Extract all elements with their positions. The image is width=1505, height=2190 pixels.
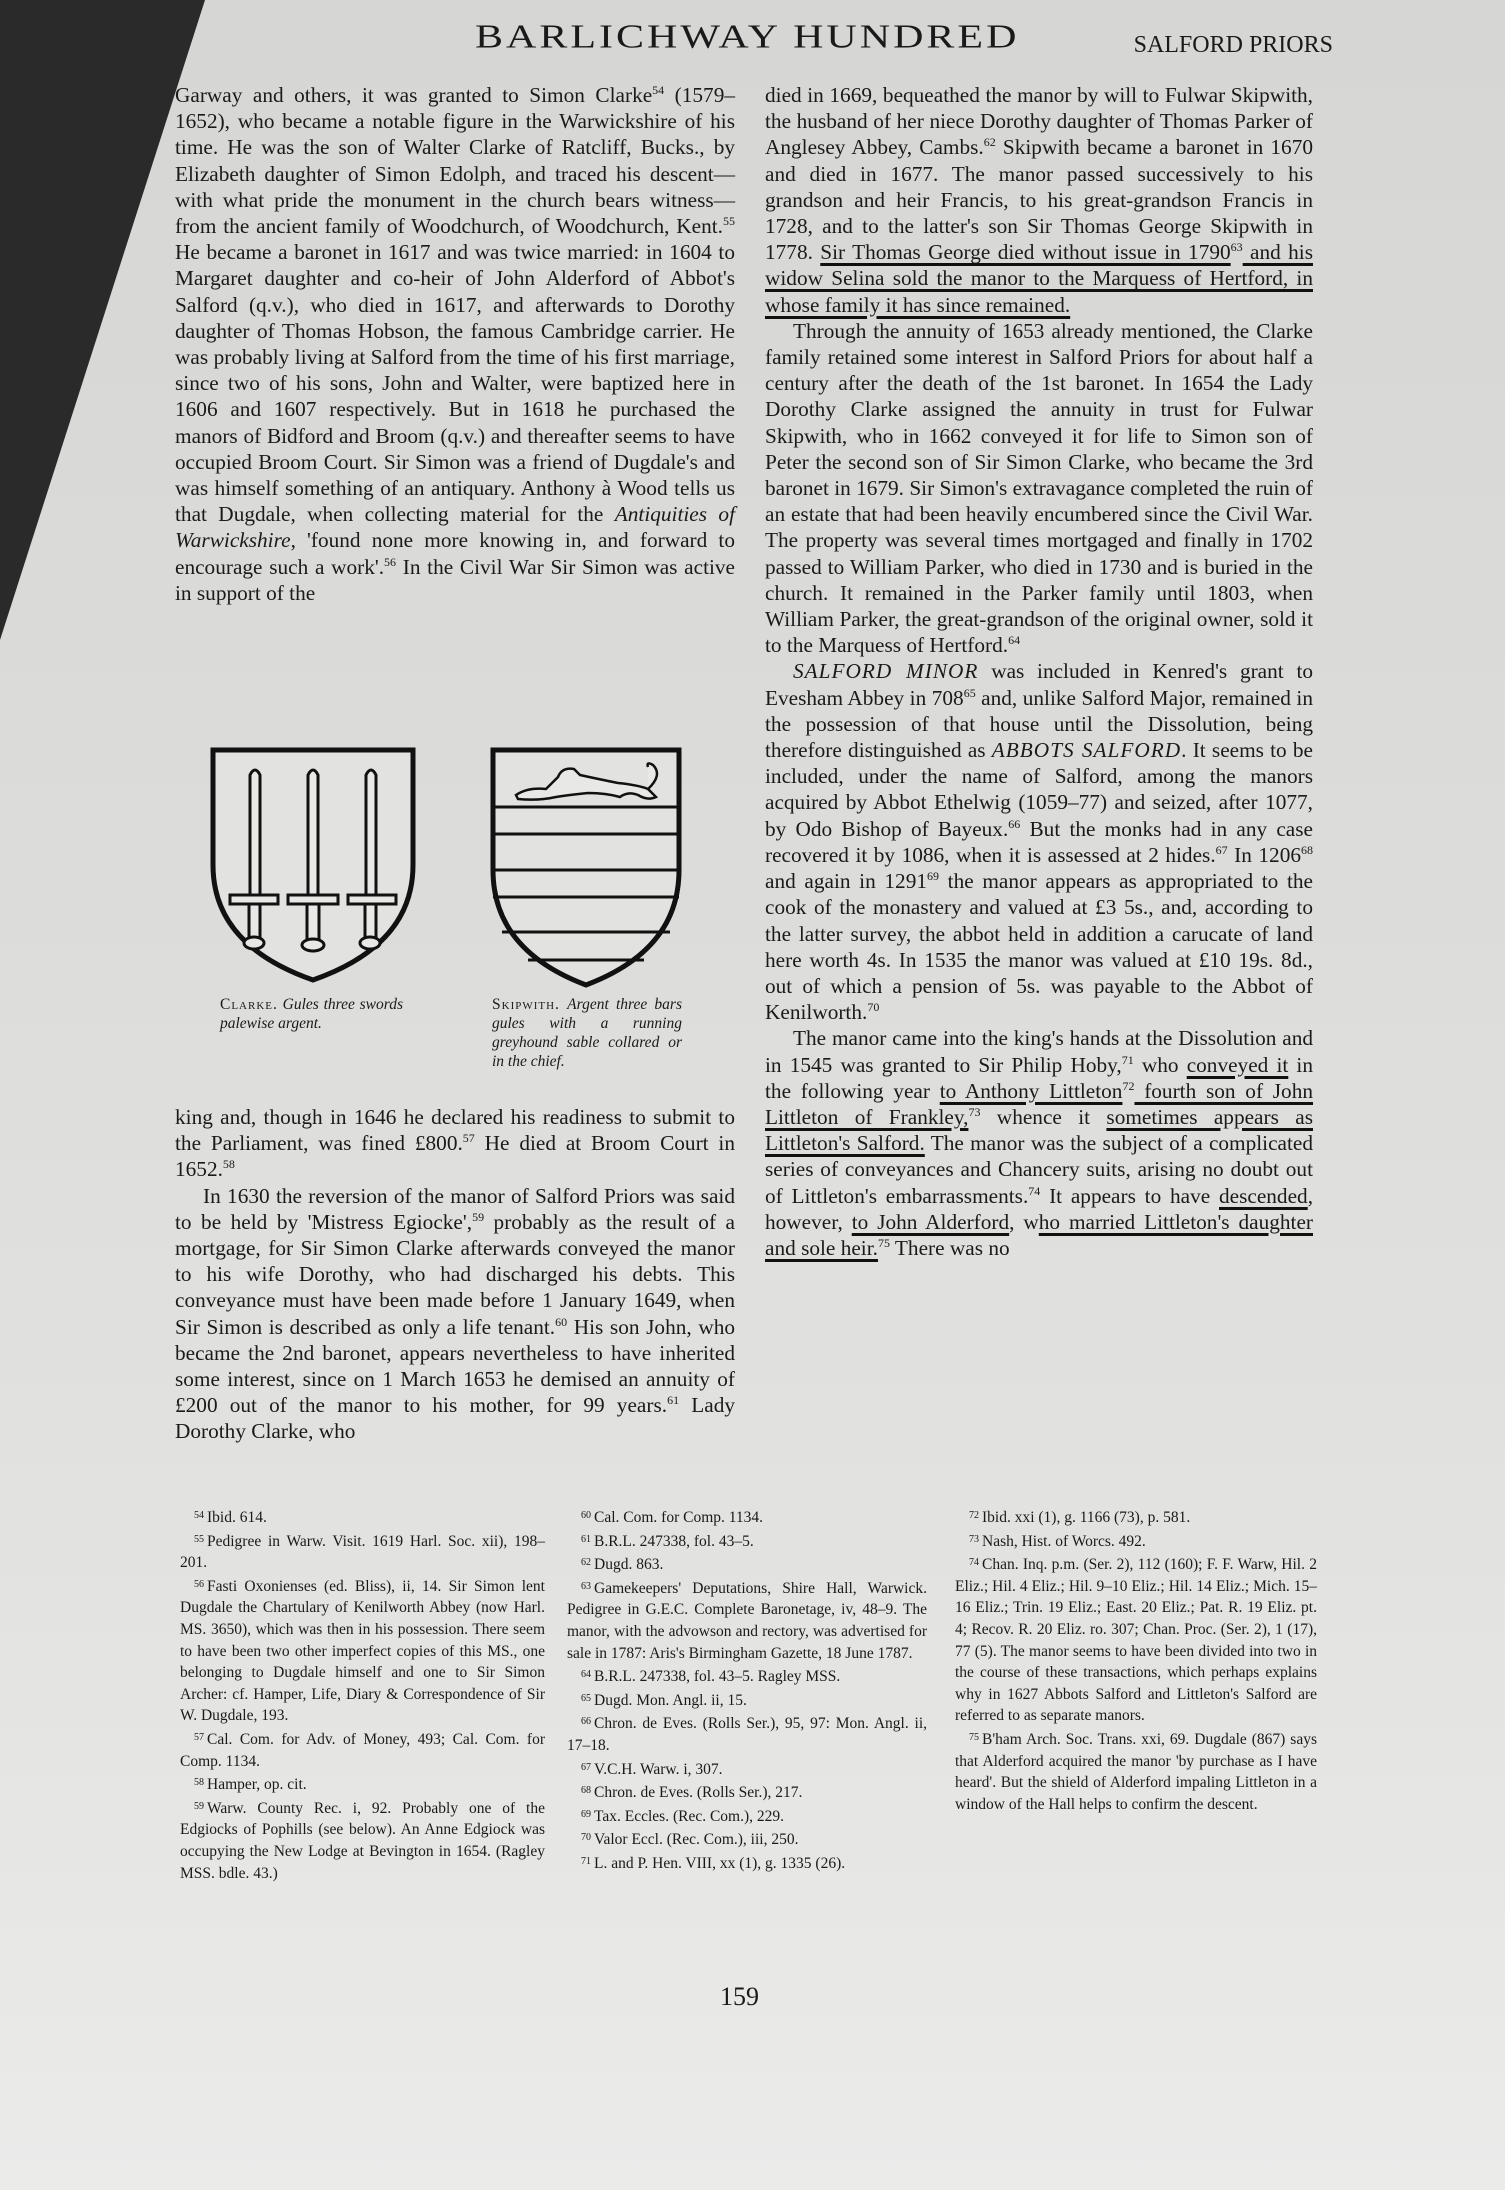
- coats-of-arms: [200, 745, 700, 1085]
- paragraph: king and, though in 1646 he declared his readiness to submit to the Parliament, was fined £800.57 He died at Broom Court in 1652.58: [175, 1105, 735, 1182]
- running-head-section: SALFORD PRIORS: [1133, 32, 1333, 58]
- paragraph: died in 1669, bequeathed the manor by will to Fulwar Skipwith, the husband of her niece Dorothy daughter of Thomas Parker of Anglesey Abbey, Cambs.$^{62}$ Skipwith became a baronet in 1670 and died in 1677. The manor passed successively to his grandson and heir Francis, to his great-grandson Francis in 1728, and to the latter's son Sir Thomas George Skipwith in 1778. Sir Thomas George died without issue in 1790$^{63}$ and his widow Selina sold the manor to the Marquess of Hertford, in whose family it has since remained.: [765, 83, 1313, 317]
- underlined-text: and his widow Selina sold the manor to the Marquess of Hertford, in whose family it has since remained.: [765, 240, 1313, 317]
- footnote: [955, 1552, 1317, 1727]
- footnote-text: Hamper, op. cit.: [207, 1776, 307, 1794]
- footnote-text: Ibid. xxi (1), g. 1166 (73), p. 581.: [982, 1509, 1191, 1526]
- footnote-number: 63: [581, 1580, 591, 1592]
- footnote-number: 60: [581, 1510, 591, 1521]
- manor-heading: ABBOTS SALFORD: [991, 738, 1182, 763]
- footnote-ref[interactable]: 56: [384, 554, 397, 569]
- footnote-ref[interactable]: 58: [222, 1157, 235, 1172]
- footnote-text: Warw. County Rec. i, 92. Probably one of the Edgiocks of Pophills (see below). An Anne Edgiock was occupying the New Lodge at Bevington in 1654. (Ragley MSS. bdle. 43.): [180, 1799, 545, 1882]
- footnote-ref[interactable]: 60: [555, 1314, 568, 1329]
- footnote-number: 56: [194, 1578, 204, 1590]
- underlined-text: fourth son of John Littleton of Frankley,: [765, 1078, 1314, 1129]
- footnote: [180, 1574, 545, 1727]
- footnote-ref[interactable]: 70: [867, 1000, 880, 1015]
- footnote: [180, 1772, 545, 1796]
- clarke-shield-icon: [208, 745, 418, 985]
- paragraph: Through the annuity of 1653 already mentioned, the Clarke family retained some interest in Salford Priors for about half a century after the death of the 1st baronet. In 1654 the Lady Dorothy Clarke assigned the annuity in trust for Fulwar Skipwith, who in 1662 conveyed it for life to Simon son of Peter the second son of Sir Simon Clarke, who became the 3rd baronet in 1679. Sir Simon's extravagance completed the ruin of an estate that had been heavily encumbered since the Civil War. The property was several times mortgaged and finally in 1702 passed to William Parker, who died in 1730 and is buried in the church. It remained in the Parker family until 1803, when William Parker, the great-grandson of the original owner, sold it to the Marquess of Hertford.$^{64}$: [765, 318, 1313, 658]
- footnote-number: 59: [194, 1800, 204, 1812]
- footnote-ref[interactable]: 59: [472, 1209, 485, 1224]
- underlined-text: conveyed it: [1186, 1052, 1289, 1077]
- footnote-ref[interactable]: 69: [927, 869, 939, 884]
- footnote: [567, 1664, 927, 1688]
- skipwith-caption: Skipwith. Argent three bars gules with a running greyhound sable collared or in the chief.: [492, 996, 682, 1070]
- paragraph: In 1630 the reversion of the manor of Salford Priors was said to be held by 'Mistress Egiocke',$^{59}$ probably as the result of a mortgage, for Sir Simon Clarke afterwards conveyed the manor to his wife Dorothy, who had discharged his debts. This conveyance must have been made before 1 January 1649, when Sir Simon is described as only a life tenant.$^{60}$ His son John, who became the 2nd baronet, appears nevertheless to have inherited some interest, since on 1 March 1653 he demised an annuity of £200 out of the manor to his mother, for 99 years.$^{61}$ Lady Dorothy Clarke, who: [175, 1183, 736, 1444]
- left-column-top: [175, 82, 735, 606]
- footnote-text: B'ham Arch. Soc. Trans. xxi, 69. Dugdale (867) says that Alderford acquired the manor 'by purchase as I have heard'. But the shield of Alderford impaling Littleton in a window of the Hall helps to confirm the descent.: [955, 1730, 1317, 1813]
- footnote-ref[interactable]: 71: [1121, 1052, 1134, 1067]
- skipwith-shield-icon: [488, 745, 684, 990]
- footnote-number: 55: [194, 1533, 204, 1545]
- page-number: 159: [720, 1982, 759, 2011]
- footnote: [180, 1529, 545, 1574]
- footnote-text: Pedigree in Warw. Visit. 1619 Harl. Soc. xii), 198–201.: [180, 1532, 545, 1572]
- footnote-text: Dugd. Mon. Angl. ii, 15.: [594, 1691, 747, 1709]
- underlined-text: descended: [1218, 1183, 1308, 1208]
- footnote-ref[interactable]: 65: [963, 685, 976, 700]
- book-title: Antiquities of Warwickshire: [175, 502, 735, 553]
- underlined-text: sometimes appears as Littleton's Salford.: [765, 1104, 1313, 1156]
- footnotes-column-1: [180, 1505, 545, 1884]
- footnote-text: Nash, Hist. of Worcs. 492.: [982, 1532, 1146, 1550]
- footnote-number: 67: [581, 1761, 591, 1773]
- footnote-ref[interactable]: 68: [1301, 842, 1313, 857]
- footnote-number: 57: [194, 1731, 204, 1743]
- paragraph: SALFORD MINOR was included in Kenred's grant to Evesham Abbey in $708^{65}$ and, unlike Salford Major, remained in the possession of that house until the Dissolution, being therefore distinguished as ABBOTS SALFORD. It seems to be included, under the name of Salford, among the manors acquired by Abbot Ethelwig (1059–77) and seized, after 1077, by Odo Bishop of Bayeux.$^{66}$ But the monks had in any case recovered it by 1086, when it is assessed at 2 hides.$^{67}$ In 1206$^{68}$ and again in 1291$^{69}$ the manor appears as appropriated to the cook of the monastery and valued at £3 5s., and, according to the latter survey, the abbot held in addition a carucate of land here worth 4s. In 1535 the manor was valued at £10 19s. 8d., out of which a pension of 5s. was payable to the Abbot of Kenilworth.$^{70}$: [765, 659, 1314, 1025]
- footnote-number: 58: [194, 1777, 204, 1789]
- footnote: [180, 1727, 545, 1772]
- footnote-text: Dugd. 863.: [594, 1556, 664, 1574]
- footnote: [955, 1505, 1317, 1529]
- footnote-ref[interactable]: 67: [1215, 842, 1228, 857]
- footnote-number: 71: [581, 1855, 591, 1867]
- footnote-number: 74: [969, 1557, 979, 1569]
- footnote-text: Chron. de Eves. (Rolls Ser.), 95, 97: Mon. Angl. ii, 17–18.: [567, 1715, 927, 1754]
- footnote-text: V.C.H. Warw. i, 307.: [594, 1760, 723, 1778]
- underlined-text: ho married Littleton's daughter and sole heir.: [765, 1209, 1313, 1260]
- running-head: [475, 18, 1333, 68]
- footnote-number: 65: [581, 1692, 591, 1704]
- footnote: [567, 1804, 927, 1828]
- footnote-text: Chron. de Eves. (Rolls Ser.), 217.: [594, 1784, 803, 1802]
- footnote-text: B.R.L. 247338, fol. 43–5.: [594, 1532, 754, 1550]
- footnote: [567, 1827, 927, 1851]
- footnote: [567, 1552, 927, 1576]
- footnote: [567, 1757, 927, 1781]
- footnote-text: Valor Eccl. (Rec. Com.), iii, 250.: [594, 1831, 799, 1849]
- footnote-ref[interactable]: 55: [723, 214, 735, 229]
- footnote: [955, 1529, 1317, 1553]
- footnote-number: 64: [581, 1669, 591, 1681]
- footnote-ref[interactable]: 66: [1008, 816, 1021, 831]
- underlined-text: Sir Thomas George died without issue in 1790: [820, 240, 1231, 265]
- underlined-text: to Anthony Littleton: [939, 1078, 1123, 1103]
- footnote: [567, 1851, 927, 1875]
- footnote-ref[interactable]: 63: [1230, 240, 1243, 255]
- footnote-ref[interactable]: 74: [1028, 1183, 1041, 1198]
- footnote-number: 75: [969, 1731, 979, 1743]
- running-head-title: BARLICHWAY HUNDRED: [475, 18, 1020, 56]
- clarke-caption: Clarke. Gules three swords palewise argent.: [220, 996, 404, 1032]
- footnote-ref[interactable]: 62: [983, 135, 996, 150]
- footnote-number: 73: [969, 1533, 979, 1545]
- footnote: [955, 1727, 1317, 1815]
- footnote-number: 69: [581, 1808, 591, 1820]
- footnote-text: Chan. Inq. p.m. (Ser. 2), 112 (160); F. F. Warw, Hil. 2 Eliz.; Hil. 4 Eliz.; Hil. 9–10 Eliz.; Hil. 14 Eliz.; Mich. 15–16 Eliz.; Trin. 19 Eliz.; East. 20 Eliz.; Pat. R. 19 Eliz. pt. 4; Recov. R. 20 Eliz. ro. 307; Chan. Proc. (Ser. 2), 1 (17), 77 (5). The manor seems to have been divided into two in the course of these transactions, which perhaps explains why in 1627 Abbots Salford and Littleton's Salford are referred to as separate manors.: [955, 1556, 1317, 1725]
- footnote-text: Gamekeepers' Deputations, Shire Hall, Warwick. Pedigree in G.E.C. Complete Baronetage, iv, 48–9. The manor, with the advowson and rectory, was advertised for sale in 1787: Aris's Birmingham Gazette, 18 June 1787.: [567, 1579, 927, 1662]
- footnote: [567, 1688, 927, 1712]
- footnote-ref[interactable]: 61: [667, 1393, 680, 1408]
- footnote-ref[interactable]: 73: [968, 1104, 981, 1119]
- footnote-text: Cal. Com. for Adv. of Money, 493; Cal. Com. for Comp. 1134.: [180, 1730, 545, 1770]
- footnotes-column-3: [955, 1505, 1317, 1815]
- right-column: [765, 82, 1313, 1261]
- footnote-text: L. and P. Hen. VIII, xx (1), g. 1335 (26).: [594, 1854, 846, 1872]
- footnote: [180, 1796, 545, 1884]
- manor-heading: SALFORD MINOR: [793, 659, 979, 684]
- footnote-ref[interactable]: 57: [462, 1131, 475, 1146]
- footnote-text: Tax. Eccles. (Rec. Com.), 229.: [594, 1807, 785, 1825]
- footnote-ref[interactable]: 64: [1008, 633, 1021, 648]
- footnotes-column-2: [567, 1505, 927, 1875]
- footnote-number: 70: [581, 1832, 591, 1844]
- footnote-number: 72: [969, 1510, 979, 1521]
- footnote-text: Fasti Oxonienses (ed. Bliss), ii, 14. Sir Simon lent Dugdale the Chartulary of Kenilworth Abbey (now Harl. MS. 3650), which was then in his possession. There seem to have been two other imperfect copies of this MS., one belonging to Dugdale himself and one to Sir Simon Archer: cf. Hamper, Life, Diary & Correspondence of Sir W. Dugdale, 193.: [180, 1577, 545, 1725]
- underlined-text: to John Alderford: [851, 1209, 1010, 1234]
- footnote: [567, 1780, 927, 1804]
- footnote: [180, 1505, 545, 1529]
- footnote-text: Cal. Com. for Comp. 1134.: [594, 1509, 764, 1526]
- footnote-text: Ibid. 614.: [207, 1509, 267, 1526]
- footnote-ref[interactable]: 72: [1122, 1078, 1135, 1093]
- footnote-ref[interactable]: 54: [652, 83, 665, 97]
- footnote-number: 61: [581, 1533, 591, 1545]
- paragraph: Garway and others, it was granted to Simon Clarke$^{54}$ (1579–1652), who became a notable figure in the Warwickshire of his time. He was the son of Walter Clarke of Ratcliff, Bucks., by Elizabeth daughter of Simon Edolph, and traced his descent—with what pride the monument in the church bears witness—from the ancient family of Woodchurch, of Woodchurch, Kent.$^{55}$ He became a baronet in 1617 and was twice married: in 1604 to Margaret daughter and co-heir of John Alderford of Abbot's Salford (q.v.), who died in 1617, and afterwards to Dorothy daughter of Thomas Hobson, the famous Cambridge carrier. He was probably living at Salford from the time of his first marriage, since two of his sons, John and Walter, were baptized here in 1606 and 1607 respectively. But in 1618 he purchased the manors of Bidford and Broom (q.v.) and thereafter seems to have occupied Broom Court. Sir Simon was a friend of Dugdale's and was himself something of an antiquary. Anthony à Wood tells us that Dugdale, when collecting material for the Antiquities of Warwickshire, 'found none more knowing in, and forward to encourage such a work'.$^{56}$ In the Civil War Sir Simon was active in support of the: [175, 83, 736, 605]
- footnote-number: 62: [581, 1557, 591, 1569]
- left-column-bottom: [175, 1104, 735, 1445]
- footnote: [567, 1711, 927, 1756]
- footnote: [567, 1529, 927, 1553]
- footnote: [567, 1576, 927, 1664]
- footnote-text: B.R.L. 247338, fol. 43–5. Ragley MSS.: [594, 1668, 841, 1686]
- footnote-number: 54: [194, 1510, 204, 1521]
- footnote-number: 66: [581, 1716, 591, 1728]
- footnote-number: 68: [581, 1785, 591, 1797]
- footnote-ref[interactable]: 75: [877, 1235, 890, 1250]
- paragraph: The manor came into the king's hands at the Dissolution and in 1545 was granted to Sir Philip Hoby,$^{71}$ who conveyed it in the following year to Anthony Littleton$^{72}$ fourth son of John Littleton of Frankley,$^{73}$ whence it sometimes appears as Littleton's Salford. The manor was the subject of a complicated series of conveyances and Chancery suits, arising no doubt out of Littleton's embarrassments.$^{74}$ It appears to have descended, however, to John Alderford, who married Littleton's daughter and sole heir.$^{75}$ There was no: [765, 1026, 1314, 1260]
- footnote: [567, 1505, 927, 1529]
